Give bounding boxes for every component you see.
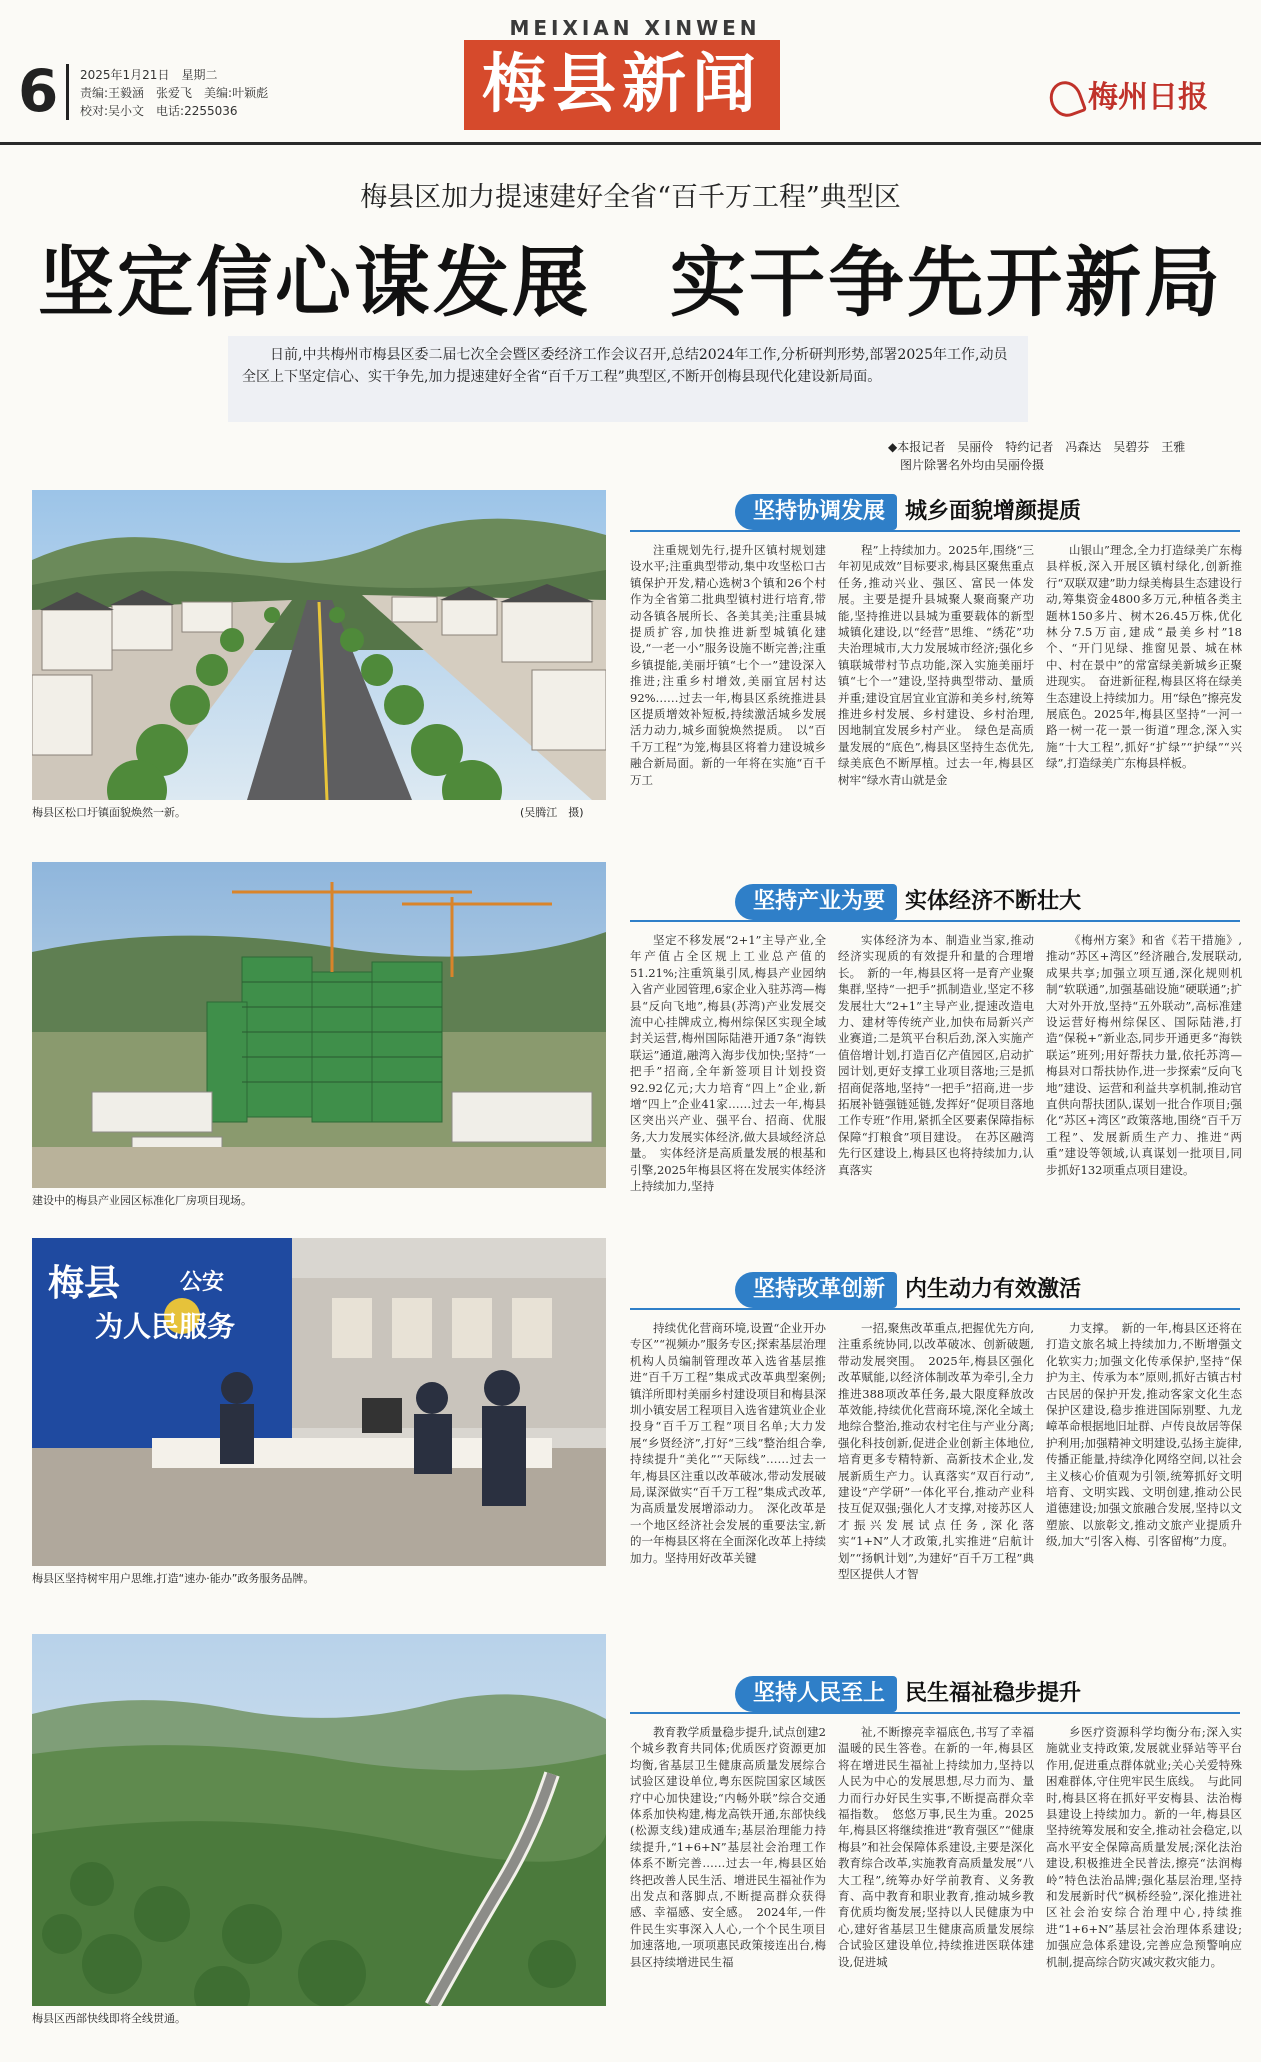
section1-column1 [630,542,826,842]
section2-tag: 坚持产业为要 [735,884,897,920]
section4-column2 [838,1724,1034,2044]
section3-tag: 坚持改革创新 [735,1272,897,1308]
section4-column3 [1046,1724,1242,2044]
section3-col3-text: 力支撑。 新的一年,梅县区还将在打造文旅名城上持续加力,不断增强文化软实力;加强文化传承保护,坚持“保护为主、传承为本”原则,抓好古镇古村古民居的保护开发,推动客家文化生态保护区建设,稳步推进国际别墅、九龙嶂革命根据地旧址群、卢传良故居等保护利用;加强精神文明建设,弘扬主旋律,传播正能量,持续净化网络空间,以社会主义核心价值观为引领,统筹抓好文明培育、文明实践、文明创建,推动公民道德建设;加强文旅融合发展,坚持以文塑旅、以旅彰文,推动文旅产业提质升级,加大“引客入梅、引客留梅”力度。 [1046,1321,1242,1549]
proofreader-line: 校对:吴小文 电话:2255036 [80,104,238,118]
section3-col1-text: 持续优化营商环境,设置“企业开办专区”“视频办”服务专区;探索基层治理机构人员编制管理改革入选省基层推进“百千万工程”集成式改革典型案例;镇洋所即村美丽乡村建设项目和梅县深圳小镇安居工程项目入选省建筑业企业投身“百千万工程”项目名单;大力发展“乡贤经济”,打好“三线”整治组合拳,持续提升“美化”“天际线”……过去一年,梅县区注重以改革破冰,带动发展破局,谋深做实“百千万工程”集成式改革,为高质量发展增添动力。 深化改革是一个地区经济社会发展的重要法宝,新的一年梅县区将在全面深化改革上持续加力。坚持用好改革关键 [630,1321,826,1565]
section4-subtitle: 民生福祉稳步提升 [905,1681,1082,1706]
page-number: 6 [18,57,59,125]
section2-column2 [838,932,1034,1222]
section1-column3 [1046,542,1242,842]
header-divider [66,64,69,120]
section4-column1 [630,1724,826,2044]
header-rule [0,142,1261,145]
section2-rule [630,920,1240,922]
section2-col1-text: 坚定不移发展“2+1”主导产业,全年产值占全区规上工业总产值的51.21%;注重筑巢引凤,梅县产业园纳入省产业园管理,6家企业入驻苏湾—梅县“反向飞地”,梅县(苏湾)产业发展交流中心挂牌成立,梅州综保区实现全域封关运营,梅州国际陆港开通7条“海铁联运”通道,融湾入海步伐加快;坚持“一把手”招商,全年新签项目计划投资92.92亿元;大力培育“四上”企业,新增“四上”企业41家……过去一年,梅县区突出兴产业、强平台、招商、优服务,大力发展实体经济,做大县域经济总量。 实体经济是高质量发展的根基和引擎,2025年梅县区将在发展实体经济上持续加力,坚持 [630,933,826,1194]
section3-header [735,1272,1081,1308]
section4-tag: 坚持人民至上 [735,1676,897,1712]
photo3-sign-police: 公安 [180,1270,225,1295]
section1-rule [630,530,1240,532]
photo-expressway [32,1634,606,2006]
section1-col3-text: 山银山”理念,全力打造绿美广东梅县样板,深入开展区镇村绿化,创新推行“双联双建”助力绿美梅县生态建设行动,筹集资金4800多万元,种植各类主题林150多片、树木26.45万株,优化林分7.5万亩,建成“最美乡村”18个、“开门见绿、推窗见景、城在林中、村在景中”的常富绿美新城乡正聚进现实。 奋进新征程,梅县区将在绿美生态建设上持续加力。用“绿色”擦亮发展底色。2025年,梅县区坚持“一河一路一树一花一景一街道”理念,深入实施“十大工程”,抓好“扩绿”“护绿”“兴绿”,打造绿美广东梅县样板。 [1046,543,1242,771]
photo-town-street [32,490,606,800]
section4-col2-text: 祉,不断擦亮幸福底色,书写了幸福温暖的民生答卷。在新的一年,梅县区将在增进民生福祉上持续加力,坚持以人民为中心的发展思想,尽力而为、量力而行办好民生实事,不断提高群众幸福指数。 悠悠万事,民生为重。2025年,梅县区将继续推进“教育强区”“健康梅县”和社会保障体系建设,主要是深化教育综合改革,实施教育高质量发展“八大工程”,统筹办好学前教育、义务教育、高中教育和职业教育,推动城乡教育优质均衡发展;坚持以人民健康为中心,建好省基层卫生健康高质量发展综合试验区建设单位,持续推进医联体建设,促进城 [838,1725,1034,1969]
headline-title: 坚定信心谋发展 实干争先开新局 [38,238,1223,327]
newspaper-logo [1050,72,1208,117]
editors-line: 责编:王毅涵 张爱飞 美编:叶颖彪 [80,86,269,100]
section3-column1 [630,1320,826,1630]
byline-reporters: ◆本报记者 吴丽伶 特约记者 冯森达 吴碧芬 王雅 [888,440,1186,454]
byline [888,438,1248,474]
section1-tag: 坚持协调发展 [735,494,897,530]
section3-column3 [1046,1320,1242,1630]
section1-col2-text: 程”上持续加力。2025年,围绕“三年初见成效”目标要求,梅县区聚焦重点任务,推动兴业、强区、富民一体发展。主要是提升县城聚人聚商聚产功能,坚持推进以县城为重要载体的新型城镇化建设,以“经营”思维、“绣花”功夫治理城市,大力发展城市经济;强化乡镇联城带村节点功能,深入实施美丽圩镇“七个一”建设,坚持典型带动、量质并重;建设宜居宜业宜游和美乡村,统筹推进乡村发展、乡村建设、乡村治理,因地制宜发展乡村产业。 绿色是高质量发展的“底色”,梅县区坚持生态优先,绿美底色不断厚植。过去一年,梅县区树牢“绿水青山就是金 [838,543,1034,787]
headline-subtitle: 梅县区加力提速建好全省“百千万工程”典型区 [360,182,901,213]
photo3-sign-county: 梅县 [48,1263,121,1304]
photo-construction-site [32,862,606,1188]
section3-rule [630,1308,1240,1310]
byline-photo-credit: 图片除署名外均由吴丽伶摄 [900,458,1045,472]
masthead-title: 梅县新闻 [464,40,780,130]
photo4-caption: 梅县区西部快线即将全线贯通。 [32,2012,186,2025]
section2-subtitle: 实体经济不断壮大 [905,889,1082,914]
header-info [80,66,268,120]
masthead-pinyin: MEIXIAN XINWEN [509,16,761,40]
section2-col3-text: 《梅州方案》和省《若干措施》,推动“苏区+湾区”经济融合,发展联动,成果共享;加强立项互通,深化规则机制“软联通”,加强基础设施“硬联通”;扩大对外开放,坚持“五外联动”,高标准建设运营好梅州综保区、国际陆港,打造“保税+”新业态,同步开通更多“海铁联运”班列;用好帮扶力量,依托苏湾—梅县对口帮扶协作,进一步探索“反向飞地”建设、运营和利益共享机制,推动官直供向帮扶团队,谋划一批合作项目;强化“苏区+湾区”政策落地,围绕“百千万工程”、发展新质生产力、推进“两重”建设等领域,认真谋划一批项目,同步抓好132项重点项目建设。 [1046,933,1242,1177]
section4-col3-text: 乡医疗资源科学均衡分布;深入实施就业支持政策,发展就业驿站等平台作用,促进重点群体就业;关心关爱特殊困难群体,守住兜牢民生底线。 与此同时,梅县区将在抓好平安梅县、法治梅县建设上持续加力。新的一年,梅县区坚持统筹发展和安全,推动社会稳定,以高水平安全保障高质量发展;深化法治建设,积极推进全民普法,擦亮“法润梅岭”特色法治品牌;强化基层治理,坚持和发展新时代“枫桥经验”,深化推进社区社会治安综合治理中心,持续推进“1+6+N”基层社会治理体系建设;加强应急体系建设,完善应急预警响应机制,提高综合防灾减灾救灾能力。 [1046,1725,1242,1969]
section2-header [735,884,1081,920]
section3-col2-text: 一招,聚焦改革重点,把握优先方向,注重系统协同,以改革破冰、创新破题,带动发展突围。 2025年,梅县区强化改革赋能,以经济体制改革为牵引,全力推进388项改革任务,最大限度释放改革效能,持续优化营商环境,深化全域土地综合整治,推动农村宅住与产业分离;强化科技创新,促进企业创新主体地位,培育更多专精特新、高新技术企业,发展新质生产力。认真落实“双百行动”,建设“产学研”一体化平台,推动产业科技互促双强;强化人才支撑,对接苏区人才振兴发展试点任务,深化落实“1+N”人才政策,扎实推进“启航计划”“扬帆计划”,为建好“百千万工程”典型区提供人才智 [838,1321,1034,1582]
section2-column3 [1046,932,1242,1222]
photo3-caption: 梅县区坚持树牢用户思维,打造“速办·能办”政务服务品牌。 [32,1572,315,1585]
section2-col2-text: 实体经济为本、制造业当家,推动经济实现质的有效提升和量的合理增长。 新的一年,梅县区将一是育产业聚集群,坚持“一把手”抓制造业,坚定不移发展壮大“2+1”主导产业,提速改造电力、建材等传统产业,加快布局新兴产业赛道;二是筑平台积后劲,深入实施产值倍增计划,打造百亿产值园区,启动扩园计划,更好支撑工业项目落地;三是抓招商促落地,坚持“一把手”招商,进一步拓展补链强链延链,发挥好“促项目落地工作专班”作用,紧抓全区要素保障指标保障“打粮食”项目建设。 在苏区融湾先行区建设上,梅县区也将持续加力,认真落实 [838,933,1034,1177]
section2-column1 [630,932,826,1222]
section3-column2 [838,1320,1034,1630]
photo2-caption: 建设中的梅县产业园区标准化厂房项目现场。 [32,1194,252,1207]
flame-logo-icon [1045,77,1087,122]
issue-date: 2025年1月21日 星期二 [80,68,218,82]
newspaper-name: 梅州日报 [1088,80,1208,115]
section1-column2 [838,542,1034,842]
section1-subtitle: 城乡面貌增颜提质 [905,499,1082,524]
section4-col1-text: 教育教学质量稳步提升,试点创建2个城乡教育共同体;优质医疗资源更加均衡,省基层卫生健康高质量发展综合试验区建设单位,粤东医院国家区域医疗中心加快建设;“内畅外联”综合交通体系加快构建,梅龙高铁开通,东部快线(松源支线)建成通车;基层治理能力持续提升,“1+6+N”基层社会治理工作体系不断完善……过去一年,梅县区始终把改善人民生活、增进民生福祉作为出发点和落脚点,不断提高群众获得感、幸福感、安全感。 2024年,一件件民生实事深入人心,一个个民生项目加速落地,一项项惠民政策接连出台,梅县区持续增进民生福 [630,1725,826,1969]
section1-col1-text: 注重规划先行,提升区镇村规划建设水平;注重典型带动,集中攻坚松口古镇保护开发,精心选树3个镇和26个村作为全省第二批典型镇村进行培育,带动各镇各展所长、各美其美;注重县城提质扩容,加快推进新型城镇化建设,“一老一小”服务设施不断完善;注重乡镇提能,美丽圩镇“七个一”建设深入推进;注重乡村增效,美丽宜居村达92%……过去一年,梅县区系统推进县区提质增效补短板,持续激活城乡发展活力动力,城乡面貌焕然提质。 以“百千万工程”为笼,梅县区将着力建设城乡融合新局面。新的一年将在实施“百千万工 [630,543,826,787]
section4-rule [630,1712,1240,1714]
lead-paragraph: 日前,中共梅州市梅县区委二届七次全会暨区委经济工作会议召开,总结2024年工作,分析研判形势,部署2025年工作,动员全区上下坚定信心、实干争先,加力提速建好全省“百千万工程”典型区,不断开创梅县现代化建设新局面。 [228,336,1028,422]
photo1-credit: (吴腾江 摄) [520,806,584,819]
photo1-caption: 梅县区松口圩镇面貌焕然一新。 [32,806,186,819]
section3-subtitle: 内生动力有效激活 [905,1277,1082,1302]
section4-header [735,1676,1081,1712]
section1-header [735,494,1081,530]
photo3-sign-slogan: 为人民服务 [95,1310,236,1343]
